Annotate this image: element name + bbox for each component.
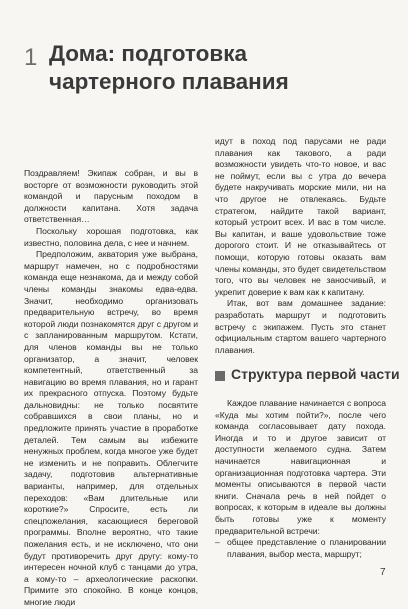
chapter-title-line1: Дома: подготовка [49,41,248,66]
bullet-list [215,537,386,560]
paragraph: Поскольку хорошая подготовка, как известно, половина дела, с нее и начнем. [24,225,198,248]
paragraph: Предположим, акватория уже выбрана, маршрут намечен, но с подробностями команда еще незнакома, да и между собой члены команды знакомы едва-едва. Значит, необходимо организовать предварительную встречу, во время которой люди познакомятся друг с другом и с запланированным маршрутом. Кстати, для членов команды вы не только организатор, а значит, человек компетентный, ответственный за навигацию во время плавания, но и гарант их прекрасного отпуска. Поэтому будьте дальновидны: не только посвятите собравшихся в свои планы, но и предложите принять участие в проработке деталей. Тем самым вы избежите ненужных проблем, когда многое уже будет не изменить и не поправить. Облегчите задачу, подготовив альтернативные варианты, например, для отдельных переходов: «Вам длительные или короткие?» Спросите, есть ли спецпожелания, касающиеся береговой программы. Вполне вероятно, что такие пожелания есть, и не исключено, что они будут противоречить друг другу: кому-то интересен ночной клуб с танцами до утра, а кому-то – археологические раскопки. Примите это спокойно. В конце концов, многие люди [24,249,198,607]
list-item: – общее представление о планировании плавания, выбор места, маршрут; [215,537,386,560]
section-square-icon [215,371,225,381]
paragraph: идут в поход под парусами не ради плавания как такового, а ради возможности увидеть что-то новое, и вас не поймут, если вы с утра до вечера будете накручивать морские мили, ни на что другое не отвлекаясь. Будьте стратегом, найдите такой вариант, который устроит всех. И вас в том числе. Вы капитан, и ваше удовольствие тоже дорогого стоит. И не отказывайтесь от помощи, которую готовы оказать вам члены команды, это будет свидетельством того, что вы человек не заносчивый, и укрепит доверие к вам как к капитану. [215,136,386,297]
paragraph: Итак, вот вам домашнее задание: разработать маршрут и подготовить встречу с экипажем. Пусть это станет официальным стартом вашего чартерного плавания. [215,298,386,355]
right-column-top [215,136,386,356]
paragraph: Каждое плавание начинается с вопроса «Куда мы хотим пойти?», после чего команда согласовывает дату похода. Иногда и то и другое зависит от доступности желаемого судна. Затем начинается навигационная и организационная подготовка чартера. Эти моменты описываются в первой части книги. Сначала речь в ней пойдет о вопросах, к которым в идеале вы должны быть готовы уже к моменту предварительной встречи: [215,398,386,536]
section-heading [215,366,400,388]
section-title: Структура первой части [231,366,400,382]
right-column-bottom [215,398,386,560]
page-number: 7 [380,567,386,578]
chapter-title [49,40,349,96]
chapter-number: 1 [24,44,38,71]
left-column [24,168,198,609]
chapter-title-line2: чартерного плавания [49,69,289,94]
paragraph: Поздравляем! Экипаж собран, и вы в восторге от возможности руководить этой командой и парусным походом в должности капитана. Хотя задача ответственная… [24,168,198,225]
